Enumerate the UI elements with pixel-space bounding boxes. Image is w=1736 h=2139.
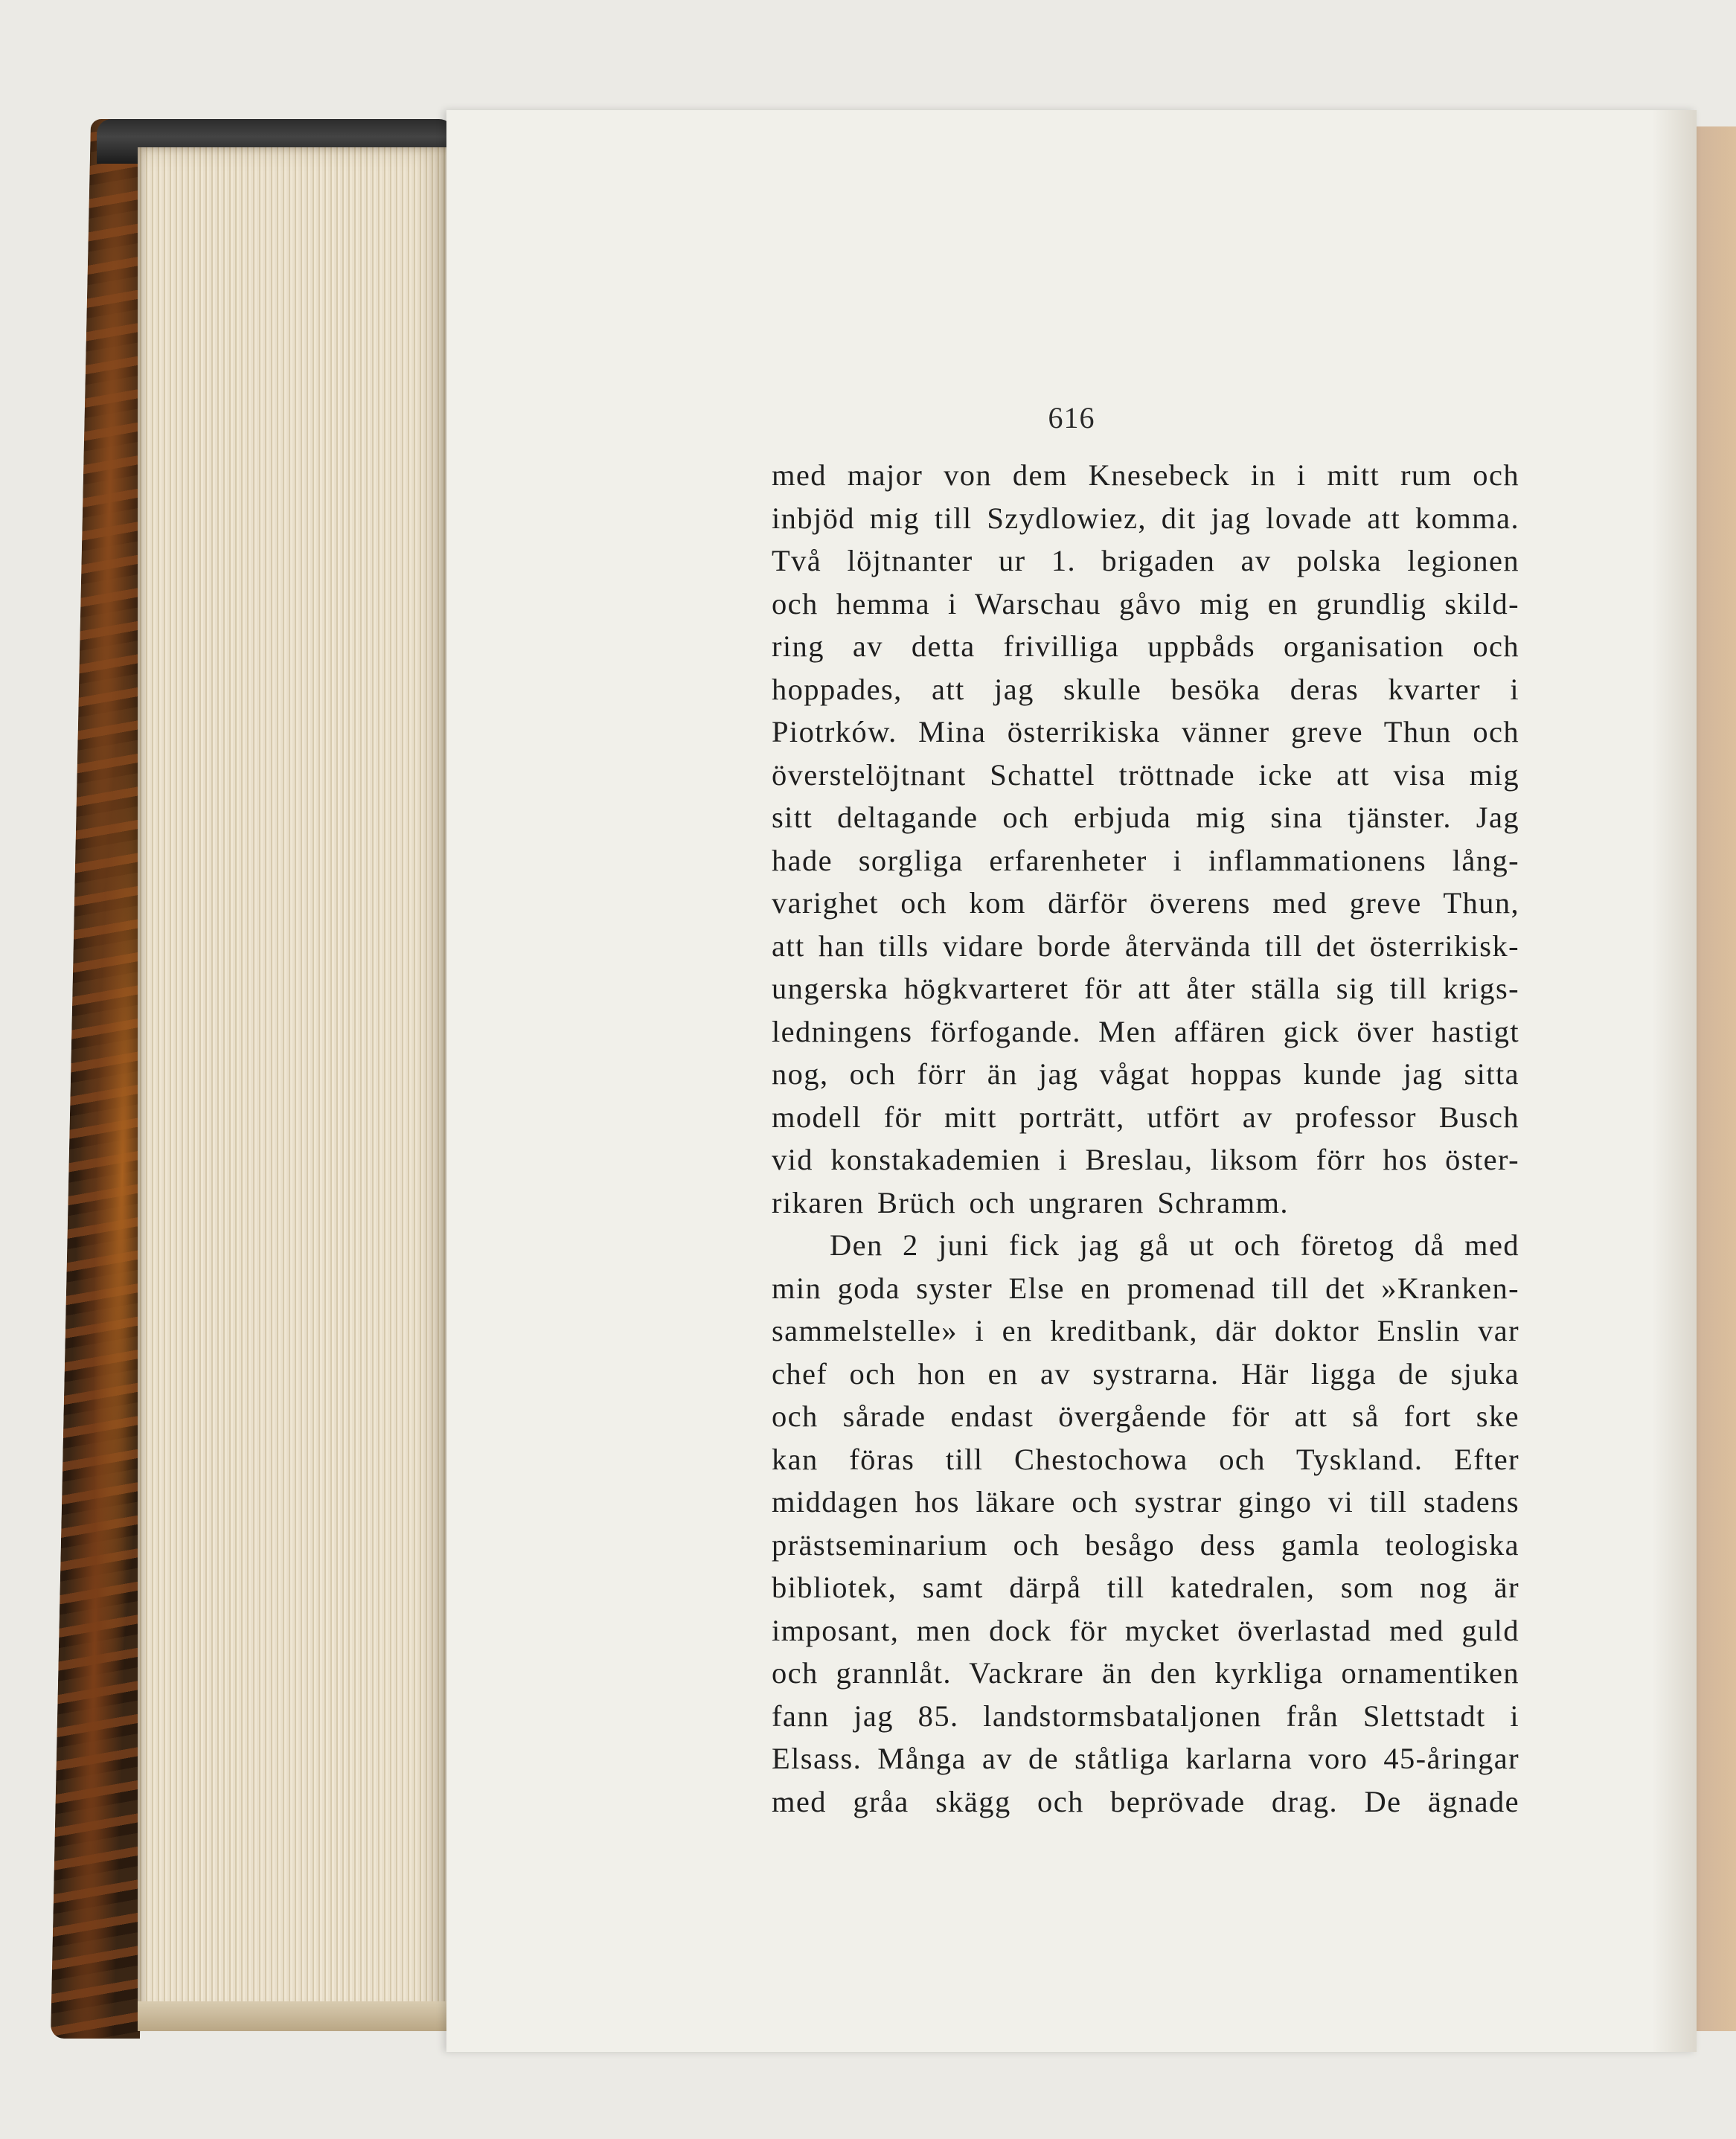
text-line: med major von dem Knesebeck in i mitt rum och (772, 458, 1519, 492)
text-line: varighet och kom därför överens med greve Thun, (772, 886, 1519, 920)
text-line: och hemma i Warschau gåvo mig en grundlig skild- (772, 586, 1519, 620)
text-line: ungerska högkvarteret för att åter ställa sig till krigs- (772, 972, 1519, 1005)
text-line: ring av detta frivilliga uppbåds organisation och (772, 629, 1519, 663)
text-line: Piotrków. Mina österrikiska vänner greve Thun och (772, 715, 1519, 748)
text-line: vid konstakademien i Breslau, liksom förr hos öster- (772, 1143, 1519, 1176)
page-block-edges (138, 147, 450, 2022)
body-text (772, 454, 1519, 1823)
text-line: att han tills vidare borde återvända till det österrikisk- (772, 929, 1519, 963)
text-line: Två löjtnanter ur 1. brigaden av polska legionen (772, 544, 1519, 577)
text-line: modell för mitt porträtt, utfört av professor Busch (772, 1100, 1519, 1134)
text-line: prästseminarium och besågo dess gamla teologiska (772, 1527, 1519, 1562)
text-line: sitt deltagande och erbjuda mig sina tjänster. Jag (772, 801, 1519, 834)
text-line: Den 2 juni fick jag gå ut och företog då med (830, 1228, 1519, 1262)
book-page (446, 110, 1697, 2052)
text-line: hade sorgliga erfarenheter i inflammationens lång- (772, 843, 1519, 877)
text-line: nog, och förr än jag vågat hoppas kunde jag sitta (772, 1057, 1519, 1091)
text-line: min goda syster Else en promenad till det »Kranken- (772, 1271, 1519, 1305)
text-line: sammelstelle» i en kreditbank, där doktor Enslin var (772, 1314, 1519, 1347)
text-line: bibliotek, samt därpå till katedralen, som nog är (772, 1571, 1519, 1604)
text-line: och grannlåt. Vackrare än den kyrkliga ornamentiken (772, 1656, 1519, 1690)
text-line: och sårade endast övergående för att så fort ske (772, 1399, 1519, 1433)
text-line: hoppades, att jag skulle besöka deras kvarter i (772, 672, 1519, 706)
text-line: med gråa skägg och beprövade drag. De ägnade (772, 1784, 1519, 1818)
text-line: rikaren Brüch och ungraren Schramm. (772, 1185, 1289, 1219)
text-line: chef och hon en av systrarna. Här ligga de sjuka (772, 1356, 1519, 1391)
text-line: ledningens förfogande. Men affären gick över hastigt (772, 1014, 1519, 1048)
text-line: fann jag 85. landstormsbataljonen från Slettstadt i (772, 1699, 1519, 1733)
text-line: Elsass. Många av de ståtliga karlarna voro 45-åringar (772, 1742, 1519, 1775)
text-line: inbjöd mig till Szydlowiez, dit jag lovade att komma. (772, 501, 1519, 535)
text-line: överstelöjtnant Schattel tröttnade icke att visa mig (772, 757, 1519, 792)
text-line: imposant, men dock för mycket överlastad med guld (772, 1613, 1519, 1647)
page-number: 616 (1048, 401, 1095, 434)
text-line: middagen hos läkare och systrar gingo vi till stadens (772, 1485, 1519, 1519)
text-line: kan föras till Chestochowa och Tyskland. Efter (772, 1442, 1519, 1476)
page-block-bottom (138, 2001, 450, 2031)
